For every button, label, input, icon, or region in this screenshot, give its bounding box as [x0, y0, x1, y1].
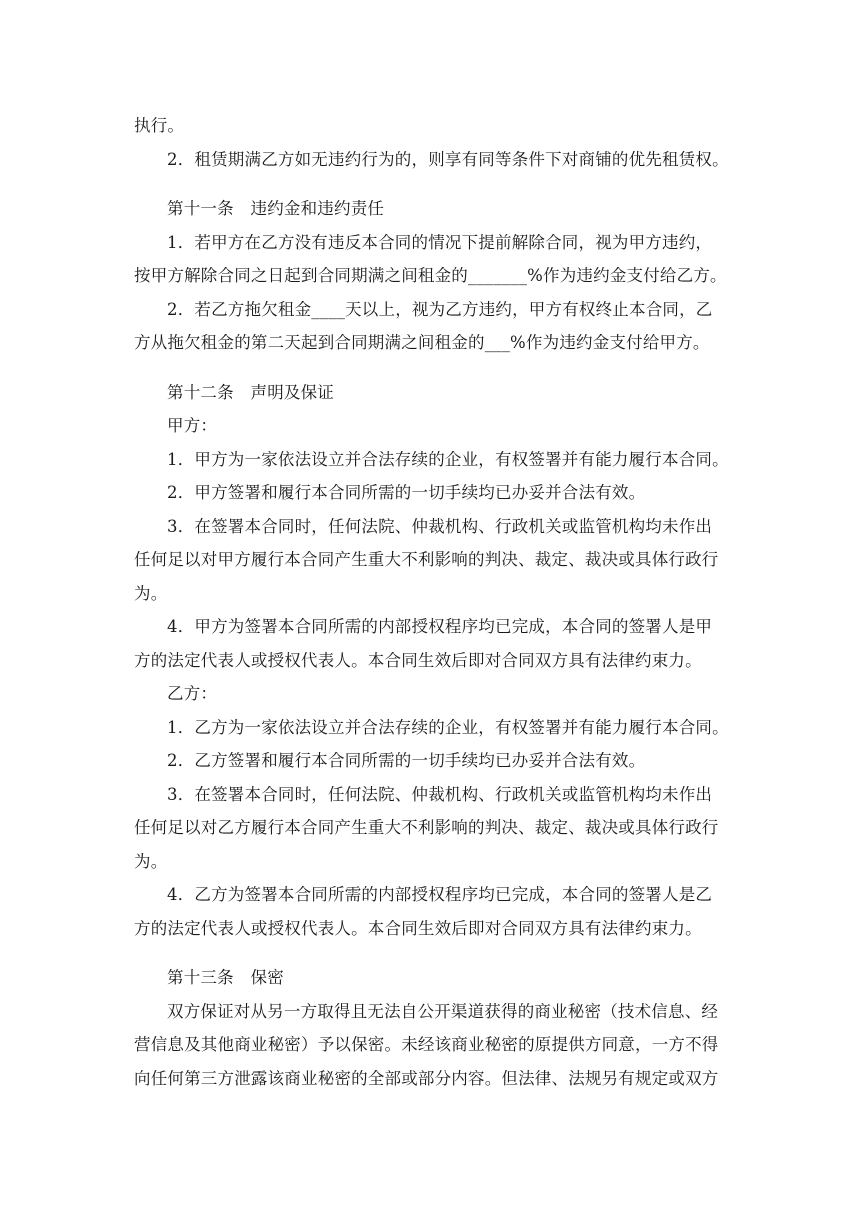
- text-line: 第十一条 违约金和违约责任: [167, 199, 385, 218]
- text-line: 1．乙方为一家依法设立并合法存续的企业，有权签署并有能力履行本合同。: [167, 717, 729, 737]
- text-line: 甲方：: [167, 416, 218, 435]
- text-line: 4．乙方为签署本合同所需的内部授权程序均已完成，本合同的签署人是乙: [167, 885, 713, 904]
- text-line: 方的法定代表人或授权代表人。本合同生效后即对合同双方具有法律约束力。: [134, 918, 702, 938]
- text-line: 4．甲方为签署本合同所需的内部授权程序均已完成，本合同的签署人是甲: [167, 617, 713, 636]
- text-line: 双方保证对从另一方取得且无法自公开渠道获得的商业秘密（技术信息、经: [167, 1001, 719, 1021]
- text-line: 第十三条 保密: [167, 968, 284, 987]
- text-line: 为。: [134, 583, 168, 603]
- text-line: 方从拖欠租金的第二天起到合同期满之间租金的___%作为违约金支付给甲方。: [134, 333, 710, 352]
- text-line: 营信息及其他商业秘密）予以保密。未经该商业秘密的原提供方同意，一方不得: [134, 1035, 719, 1054]
- text-line: 2．若乙方拖欠租金____天以上，视为乙方违约，甲方有权终止本合同，乙: [167, 299, 713, 319]
- contract-page: [134, 109, 740, 1095]
- text-line: 执行。: [134, 116, 185, 135]
- text-line: 按甲方解除合同之日起到合同期满之间租金的_______%作为违约金支付给乙方。: [134, 266, 727, 285]
- text-line: 2．租赁期满乙方如无违约行为的，则享有同等条件下对商铺的优先租赁权。: [167, 149, 729, 169]
- text-line: 向任何第三方泄露该商业秘密的全部或部分内容。但法律、法规另有规定或双方: [134, 1068, 719, 1088]
- text-line: 第十二条 声明及保证: [167, 382, 334, 402]
- text-line: 1．若甲方在乙方没有违反本合同的情况下提前解除合同，视为甲方违约，: [167, 232, 713, 252]
- text-line: 乙方：: [167, 684, 218, 703]
- text-line: 3．在签署本合同时，任何法院、仲裁机构、行政机关或监管机构均未作出: [167, 784, 713, 804]
- text-line: 2．乙方签署和履行本合同所需的一切手续均已办妥并合法有效。: [167, 751, 646, 770]
- paragraph-gap: [134, 360, 740, 376]
- text-line: 方的法定代表人或授权代表人。本合同生效后即对合同双方具有法律约束力。: [134, 650, 702, 670]
- text-line: 3．在签署本合同时，任何法院、仲裁机构、行政机关或监管机构均未作出: [167, 516, 713, 536]
- text-line: 任何足以对乙方履行本合同产生重大不利影响的判决、裁定、裁决或具体行政行: [134, 818, 719, 837]
- paragraph-gap: [134, 176, 740, 192]
- text-line: 2．甲方签署和履行本合同所需的一切手续均已办妥并合法有效。: [167, 483, 646, 502]
- text-line: 为。: [134, 851, 168, 871]
- paragraph-gap: [134, 945, 740, 961]
- text-line: 任何足以对甲方履行本合同产生重大不利影响的判决、裁定、裁决或具体行政行: [134, 550, 719, 569]
- text-line: 1．甲方为一家依法设立并合法存续的企业，有权签署并有能力履行本合同。: [167, 449, 729, 469]
